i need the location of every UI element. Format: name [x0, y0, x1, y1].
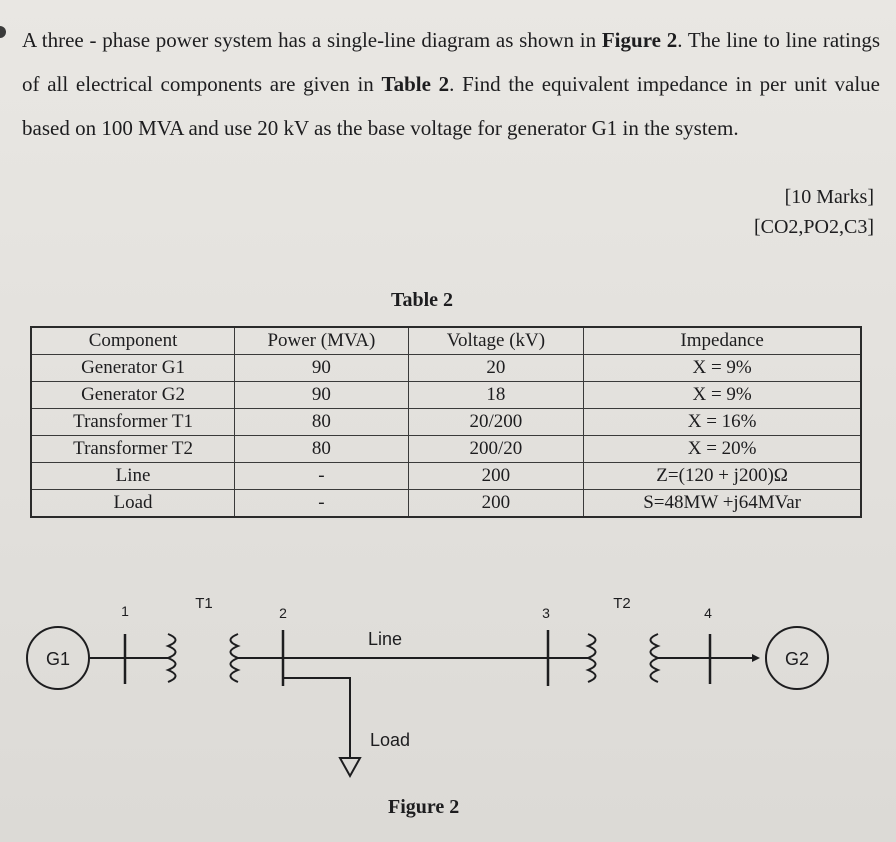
cell-impedance: X = 20% [584, 436, 861, 463]
load-arrow [340, 758, 360, 776]
header-component: Component [31, 327, 235, 355]
cell-voltage: 200/20 [408, 436, 584, 463]
cell-voltage: 200 [408, 490, 584, 518]
t2-label: T2 [613, 595, 631, 612]
cell-impedance: Z=(120 + j200)Ω [584, 463, 861, 490]
line-label: Line [368, 629, 403, 649]
cell-power: - [235, 490, 409, 518]
cell-impedance: S=48MW +j64MVar [584, 490, 861, 518]
table-row [31, 490, 861, 518]
cell-component: Line [31, 463, 235, 490]
question-text [22, 18, 880, 150]
cell-power: 90 [235, 355, 409, 382]
table-row [31, 355, 861, 382]
bus-1-label: 1 [121, 603, 129, 619]
cell-component: Load [31, 490, 235, 518]
cell-impedance: X = 9% [584, 355, 861, 382]
t2-primary-coil [588, 634, 596, 682]
marks-label: [10 Marks] [784, 186, 874, 208]
cell-power: 80 [235, 409, 409, 436]
cell-component: Generator G1 [31, 355, 235, 382]
cell-voltage: 20 [408, 355, 584, 382]
cell-voltage: 20/200 [408, 409, 584, 436]
component-table [30, 326, 862, 518]
cell-power: 90 [235, 382, 409, 409]
t2-secondary-coil [651, 634, 659, 682]
table-header-row [31, 327, 861, 355]
table-row [31, 436, 861, 463]
single-line-diagram [0, 580, 896, 790]
cell-power: - [235, 463, 409, 490]
question-text-part1: A three - phase power system has a single-line diagram as shown in [22, 28, 602, 52]
t1-primary-coil [168, 634, 176, 682]
cell-impedance: X = 16% [584, 409, 861, 436]
table-row [31, 409, 861, 436]
cell-voltage: 200 [408, 463, 584, 490]
table-reference: Table 2 [381, 72, 450, 96]
cell-power: 80 [235, 436, 409, 463]
g2-label: G2 [784, 649, 810, 669]
header-power: Power (MVA) [235, 327, 409, 355]
cell-component: Generator G2 [31, 382, 235, 409]
t1-label: T1 [195, 595, 213, 612]
bus-3-label: 3 [542, 605, 550, 621]
bus-4-label: 4 [704, 605, 712, 621]
g1-label: G1 [45, 649, 71, 669]
bus-2-label: 2 [279, 605, 287, 621]
question-text-part3: . Find the equivalent impedance in per unit value based on 100 MVA and use 20 kV as the base voltage for generator G1 in the system. [22, 72, 880, 140]
table-row [31, 382, 861, 409]
header-voltage: Voltage (kV) [408, 327, 584, 355]
load-label: Load [370, 730, 411, 750]
load-branch [283, 678, 350, 758]
table-title: Table 2 [391, 289, 454, 311]
marks-block [754, 182, 874, 242]
figure-reference: Figure 2 [601, 28, 678, 52]
g2-arrow-icon [752, 654, 760, 662]
cell-impedance: X = 9% [584, 382, 861, 409]
question-bullet [0, 26, 6, 38]
figure-caption: Figure 2 [388, 796, 460, 818]
header-impedance: Impedance [584, 327, 861, 355]
cell-voltage: 18 [408, 382, 584, 409]
outcomes-label: [CO2,PO2,C3] [753, 216, 874, 238]
cell-component: Transformer T1 [31, 409, 235, 436]
question-text-part2: . The line to line ratings of all electrical components are given in [22, 28, 880, 96]
table-row [31, 463, 861, 490]
t1-secondary-coil [231, 634, 239, 682]
cell-component: Transformer T2 [31, 436, 235, 463]
